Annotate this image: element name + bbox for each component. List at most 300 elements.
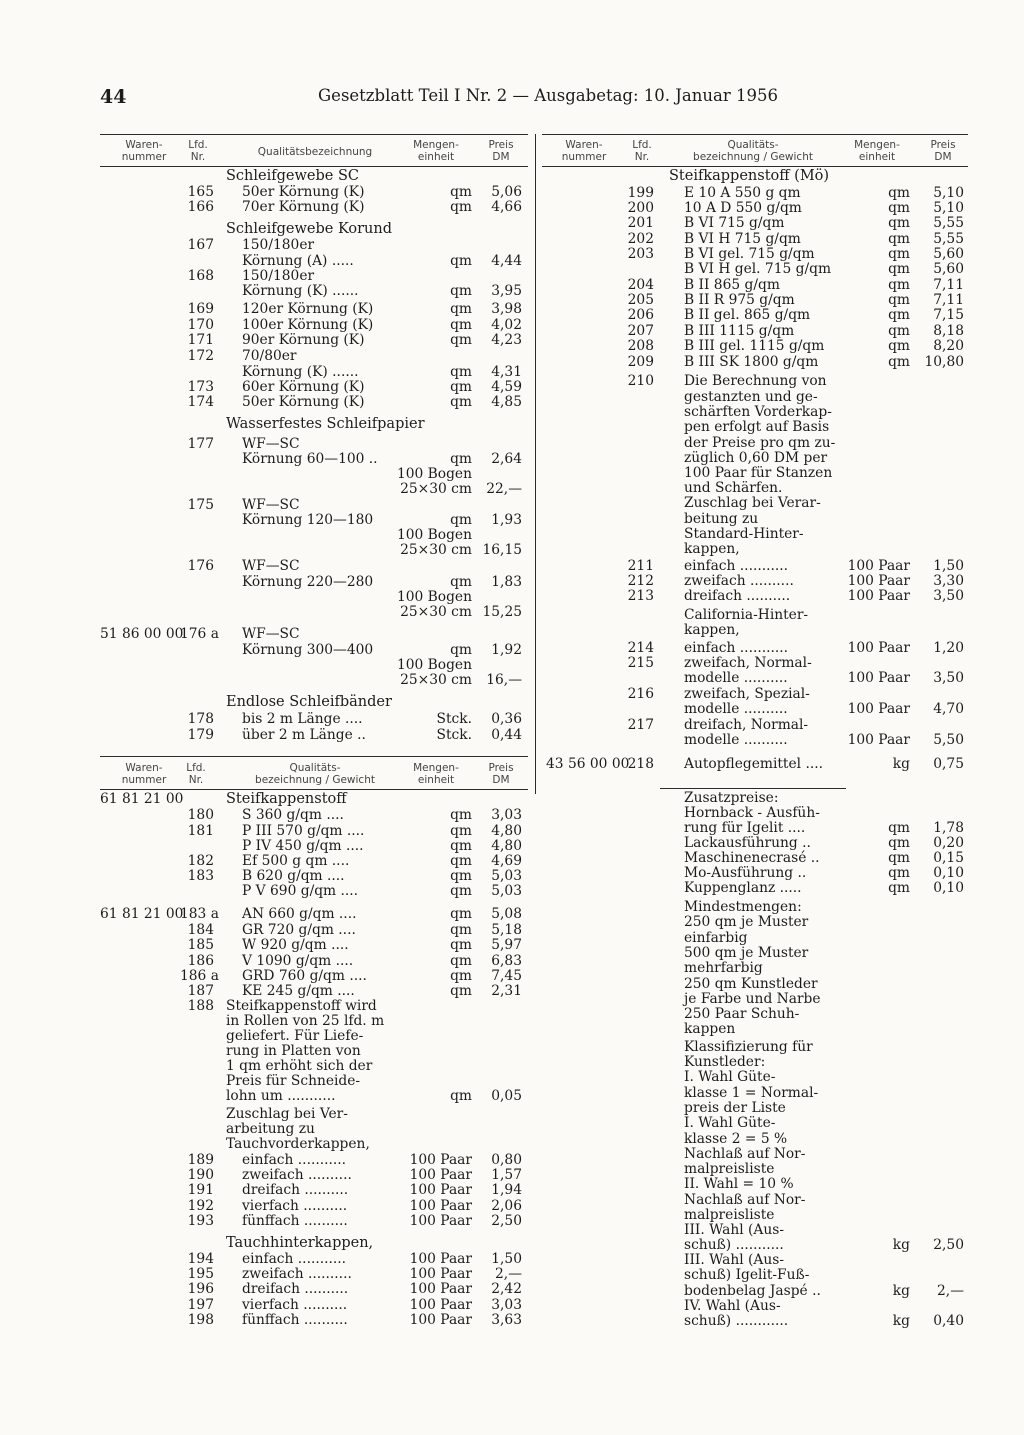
mengeneinheit: qm <box>888 323 910 339</box>
quality-text: 100er Körnung (K) <box>242 317 374 333</box>
quality-text: AN 660 g/qm .... <box>242 906 357 922</box>
preis: 7,15 <box>933 307 964 323</box>
hdr-qual-left: Qualitätsbezeichnung <box>257 146 373 158</box>
mengeneinheit: qm <box>888 835 910 851</box>
preis: 2,31 <box>491 983 522 999</box>
quality-text: Körnung 120—180 <box>242 512 374 528</box>
preis: 3,98 <box>491 301 522 317</box>
preis: 5,60 <box>933 261 964 277</box>
quality-text: 60er Körnung (K) <box>242 379 365 395</box>
quality-text: einfach ........... <box>242 1251 347 1267</box>
quality-text: I. Wahl Güte- <box>684 1115 776 1131</box>
mengeneinheit: 100 Paar <box>409 1312 472 1328</box>
page-title: Gesetzblatt Teil I Nr. 2 — Ausgabetag: 10. Januar 1956 <box>318 86 778 105</box>
preis: 2,50 <box>491 1213 522 1229</box>
lfd-nr: 170 <box>187 317 214 333</box>
quality-text: Maschinenecrasé .. <box>684 850 820 866</box>
quality-text: je Farbe und Narbe <box>684 991 821 1007</box>
preis: 4,02 <box>491 317 522 333</box>
quality-text: vierfach .......... <box>242 1297 348 1313</box>
column-divider <box>535 134 536 794</box>
quality-text: zweifach .......... <box>684 573 794 589</box>
mengeneinheit: qm <box>888 185 910 201</box>
quality-text: WF—SC <box>242 436 300 452</box>
preis: 5,18 <box>491 922 522 938</box>
quality-text: schärften Vorderkap- <box>684 404 832 420</box>
quality-text: 100 Paar für Stanzen <box>684 465 833 481</box>
mengeneinheit: 100 Paar <box>409 1182 472 1198</box>
lfd-nr: 169 <box>187 301 214 317</box>
mengeneinheit: qm <box>888 354 910 370</box>
lfd-nr: 173 <box>187 379 214 395</box>
quality-text: Zuschlag bei Verar- <box>684 495 821 511</box>
hdr-qual-right: Qualitäts- bezeichnung / Gewicht <box>693 139 813 163</box>
preis: 4,44 <box>491 253 522 269</box>
lfd-nr: 216 <box>627 686 654 702</box>
mengeneinheit: Stck. <box>436 711 472 727</box>
lfd-nr: 171 <box>187 332 214 348</box>
lfd-nr: 218 <box>627 756 654 772</box>
preis: 4,80 <box>491 838 522 854</box>
quality-text: 500 qm je Muster <box>684 945 809 961</box>
lfd-nr: 212 <box>627 573 654 589</box>
preis: 8,18 <box>933 323 964 339</box>
preis: 22,— <box>486 481 522 497</box>
mengeneinheit: qm <box>450 317 472 333</box>
quality-text: einfarbig <box>684 930 748 946</box>
preis: 5,55 <box>933 231 964 247</box>
hdr-preis-left2: Preis DM <box>488 762 514 786</box>
mengeneinheit: 100 Paar <box>847 701 910 717</box>
quality-text: Hornback - Ausfüh- <box>684 805 820 821</box>
quality-text: Körnung 300—400 <box>242 642 374 658</box>
quality-text: IV. Wahl (Aus- <box>684 1298 781 1314</box>
mengeneinheit: 100 Paar <box>847 732 910 748</box>
quality-text: S 360 g/qm .... <box>242 807 344 823</box>
quality-text: Ef 500 g qm .... <box>242 853 350 869</box>
preis: 5,03 <box>491 883 522 899</box>
mengeneinheit: qm <box>888 338 910 354</box>
preis: 0,10 <box>933 880 964 896</box>
mengeneinheit: 100 Paar <box>409 1198 472 1214</box>
quality-text: modelle .......... <box>684 670 788 686</box>
preis: 4,59 <box>491 379 522 395</box>
preis: 0,75 <box>933 756 964 772</box>
lfd-nr: 176 <box>187 558 214 574</box>
preis: 4,69 <box>491 853 522 869</box>
lfd-nr: 182 <box>187 853 214 869</box>
preis: 4,31 <box>491 364 522 380</box>
quality-text: preis der Liste <box>684 1100 786 1116</box>
mengeneinheit: 100 Paar <box>409 1251 472 1267</box>
mengeneinheit: 100 Paar <box>409 1167 472 1183</box>
quality-text: 70er Körnung (K) <box>242 199 365 215</box>
lfd-nr: 167 <box>187 237 214 253</box>
mengeneinheit: 25×30 cm <box>400 672 472 688</box>
mengeneinheit: qm <box>450 512 472 528</box>
quality-text: 250 Paar Schuh- <box>684 1006 800 1022</box>
quality-text: zweifach .......... <box>242 1266 352 1282</box>
preis: 5,06 <box>491 184 522 200</box>
lfd-nr: 185 <box>187 937 214 953</box>
lfd-nr: 203 <box>627 246 654 262</box>
quality-text: malpreisliste <box>684 1207 775 1223</box>
quality-text: Mindestmengen: <box>684 899 802 915</box>
quality-text: rung in Platten von <box>226 1043 361 1059</box>
lfd-nr: 172 <box>187 348 214 364</box>
hdr-qual-left2: Qualitäts- bezeichnung / Gewicht <box>255 762 375 786</box>
quality-text: dreifach, Normal- <box>684 717 809 733</box>
mengeneinheit: 100 Paar <box>847 558 910 574</box>
preis: 2,42 <box>491 1281 522 1297</box>
mengeneinheit: 100 Paar <box>847 588 910 604</box>
quality-text: GR 720 g/qm .... <box>242 922 356 938</box>
lfd-nr: 186 <box>187 953 214 969</box>
quality-text: 250 qm Kunstleder <box>684 976 818 992</box>
mengeneinheit: 100 Paar <box>409 1266 472 1282</box>
quality-text: P III 570 g/qm .... <box>242 823 365 839</box>
quality-text: bis 2 m Länge .... <box>242 711 363 727</box>
quality-text: Zusatzpreise: <box>684 790 779 806</box>
mengeneinheit: qm <box>450 574 472 590</box>
mengeneinheit: qm <box>888 292 910 308</box>
quality-text: der Preise pro qm zu- <box>684 435 836 451</box>
mengeneinheit: Stck. <box>436 727 472 743</box>
quality-text: Körnung 60—100 .. <box>242 451 378 467</box>
lfd-nr: 179 <box>187 727 214 743</box>
lfd-nr: 211 <box>627 558 654 574</box>
section-heading: Steifkappenstoff <box>226 791 347 807</box>
quality-text: B III gel. 1115 g/qm <box>684 338 825 354</box>
mengeneinheit: qm <box>888 200 910 216</box>
left-mid-rule <box>100 756 528 757</box>
preis: 3,03 <box>491 807 522 823</box>
mengeneinheit: 100 Paar <box>409 1152 472 1168</box>
lfd-nr: 181 <box>187 823 214 839</box>
quality-text: rung für Igelit .... <box>684 820 806 836</box>
hdr-lfd-left2: Lfd. Nr. <box>186 762 206 786</box>
quality-text: 150/180er <box>242 237 315 253</box>
section-heading: Wasserfestes Schleifpapier <box>226 416 425 432</box>
mengeneinheit: qm <box>450 838 472 854</box>
mengeneinheit: qm <box>450 642 472 658</box>
section-heading: Schleifgewebe SC <box>226 168 359 184</box>
quality-text: kappen <box>684 1021 736 1037</box>
hdr-menge-right: Mengen- einheit <box>854 139 900 163</box>
preis: 7,45 <box>491 968 522 984</box>
mengeneinheit: qm <box>450 364 472 380</box>
quality-text: einfach ........... <box>684 640 789 656</box>
page-number: 44 <box>100 86 127 108</box>
quality-text: klasse 2 = 5 % <box>684 1131 788 1147</box>
preis: 2,50 <box>933 1237 964 1253</box>
quality-text: gestanzten und ge- <box>684 389 818 405</box>
lfd-nr: 215 <box>627 655 654 671</box>
quality-text: und Schärfen. <box>684 480 783 496</box>
warennummer: 43 56 00 00 <box>546 756 630 772</box>
mengeneinheit: qm <box>450 451 472 467</box>
preis: 7,11 <box>933 277 964 293</box>
quality-text: Mo-Ausführung .. <box>684 865 807 881</box>
quality-text: 150/180er <box>242 268 315 284</box>
lfd-nr: 188 <box>187 998 214 1014</box>
section-heading: Steifkappenstoff (Mö) <box>669 168 830 184</box>
quality-text: Autopflegemittel .... <box>684 756 823 772</box>
mengeneinheit: kg <box>892 1313 910 1329</box>
quality-text: GRD 760 g/qm .... <box>242 968 367 984</box>
preis: 0,20 <box>933 835 964 851</box>
mengeneinheit: 100 Bogen <box>396 466 472 482</box>
preis: 5,55 <box>933 215 964 231</box>
mengeneinheit: qm <box>450 1088 472 1104</box>
left-header-rule <box>100 166 528 167</box>
hdr-preis-right: Preis DM <box>930 139 956 163</box>
quality-text: 50er Körnung (K) <box>242 184 365 200</box>
preis: 5,03 <box>491 868 522 884</box>
preis: 3,50 <box>933 670 964 686</box>
quality-text: W 920 g/qm .... <box>242 937 349 953</box>
lfd-nr: 177 <box>187 436 214 452</box>
lfd-nr: 165 <box>187 184 214 200</box>
preis: 2,64 <box>491 451 522 467</box>
preis: 5,50 <box>933 732 964 748</box>
quality-text: Nachlaß auf Nor- <box>684 1192 806 1208</box>
lfd-nr: 191 <box>187 1182 214 1198</box>
mengeneinheit: qm <box>450 301 472 317</box>
mengeneinheit: 100 Bogen <box>396 589 472 605</box>
quality-text: kappen, <box>684 622 740 638</box>
mengeneinheit: qm <box>888 277 910 293</box>
preis: 7,11 <box>933 292 964 308</box>
quality-text: WF—SC <box>242 558 300 574</box>
section-heading: Endlose Schleifbänder <box>226 694 392 710</box>
hdr-ware-right: Waren- nummer <box>561 139 607 163</box>
quality-text: pen erfolgt auf Basis <box>684 419 830 435</box>
mengeneinheit: qm <box>450 922 472 938</box>
preis: 10,80 <box>924 354 964 370</box>
quality-text: B VI H gel. 715 g/qm <box>684 261 832 277</box>
preis: 3,50 <box>933 588 964 604</box>
left-top-rule <box>100 134 528 135</box>
hdr-ware-left2: Waren- nummer <box>121 762 167 786</box>
quality-text: 50er Körnung (K) <box>242 394 365 410</box>
warennummer: 61 81 21 00 <box>100 791 184 807</box>
hdr-menge-left2: Mengen- einheit <box>413 762 459 786</box>
quality-text: WF—SC <box>242 626 300 642</box>
mengeneinheit: kg <box>892 1237 910 1253</box>
mengeneinheit: qm <box>450 184 472 200</box>
hdr-preis-left: Preis DM <box>488 139 514 163</box>
quality-text: B VI gel. 715 g/qm <box>684 246 815 262</box>
lfd-nr: 196 <box>187 1281 214 1297</box>
left-mid-header-rule <box>100 789 528 790</box>
quality-text: B 620 g/qm .... <box>242 868 345 884</box>
mengeneinheit: qm <box>450 394 472 410</box>
quality-text: dreifach .......... <box>242 1182 349 1198</box>
quality-text: B III 1115 g/qm <box>684 323 795 339</box>
preis: 5,97 <box>491 937 522 953</box>
lfd-nr: 175 <box>187 497 214 513</box>
quality-text: 90er Körnung (K) <box>242 332 365 348</box>
lfd-nr: 210 <box>627 373 654 389</box>
preis: 16,15 <box>482 542 522 558</box>
quality-text: III. Wahl (Aus- <box>684 1222 784 1238</box>
quality-text: Körnung (K) ...... <box>242 364 359 380</box>
preis: 0,44 <box>491 727 522 743</box>
quality-text: B II gel. 865 g/qm <box>684 307 811 323</box>
quality-text: dreifach .......... <box>242 1281 349 1297</box>
quality-text: beitung zu <box>684 511 759 527</box>
mengeneinheit: qm <box>450 983 472 999</box>
preis: 1,83 <box>491 574 522 590</box>
quality-text: schuß) Igelit-Fuß- <box>684 1267 810 1283</box>
lfd-nr: 176 a <box>180 626 219 642</box>
hdr-lfd-right: Lfd. Nr. <box>632 139 652 163</box>
quality-text: 250 qm je Muster <box>684 914 809 930</box>
preis: 1,20 <box>933 640 964 656</box>
hdr-menge-left: Mengen- einheit <box>413 139 459 163</box>
mengeneinheit: qm <box>450 868 472 884</box>
right-header-rule <box>542 166 968 167</box>
quality-text: 1 qm erhöht sich der <box>226 1058 373 1074</box>
mengeneinheit: 100 Bogen <box>396 527 472 543</box>
section-heading: Tauchhinterkappen, <box>226 1235 374 1251</box>
mengeneinheit: 100 Paar <box>847 670 910 686</box>
lfd-nr: 202 <box>627 231 654 247</box>
quality-text: vierfach .......... <box>242 1198 348 1214</box>
lfd-nr: 204 <box>627 277 654 293</box>
mengeneinheit: 100 Paar <box>409 1297 472 1313</box>
preis: 3,63 <box>491 1312 522 1328</box>
quality-text: Körnung (A) ..... <box>242 253 354 269</box>
quality-text: V 1090 g/qm .... <box>242 953 354 969</box>
quality-text: Nachlaß auf Nor- <box>684 1146 806 1162</box>
lfd-nr: 174 <box>187 394 214 410</box>
mengeneinheit: 100 Bogen <box>396 657 472 673</box>
mengeneinheit: 25×30 cm <box>400 481 472 497</box>
preis: 2,— <box>937 1283 964 1299</box>
quality-text: III. Wahl (Aus- <box>684 1252 784 1268</box>
mengeneinheit: qm <box>450 199 472 215</box>
preis: 4,80 <box>491 823 522 839</box>
quality-text: Zuschlag bei Ver- <box>226 1106 348 1122</box>
preis: 1,92 <box>491 642 522 658</box>
preis: 4,66 <box>491 199 522 215</box>
quality-text: Standard-Hinter- <box>684 526 804 542</box>
preis: 4,70 <box>933 701 964 717</box>
lfd-nr: 200 <box>627 200 654 216</box>
lfd-nr: 166 <box>187 199 214 215</box>
lfd-nr: 189 <box>187 1152 214 1168</box>
lfd-nr: 183 a <box>180 906 219 922</box>
mengeneinheit: kg <box>892 756 910 772</box>
mengeneinheit: qm <box>450 807 472 823</box>
mengeneinheit: qm <box>450 283 472 299</box>
quality-text: bodenbelag Jaspé .. <box>684 1283 821 1299</box>
preis: 5,10 <box>933 200 964 216</box>
lfd-nr: 184 <box>187 922 214 938</box>
mengeneinheit: 100 Paar <box>409 1213 472 1229</box>
preis: 2,06 <box>491 1198 522 1214</box>
mengeneinheit: qm <box>450 379 472 395</box>
quality-text: zweifach .......... <box>242 1167 352 1183</box>
preis: 4,85 <box>491 394 522 410</box>
quality-text: California-Hinter- <box>684 607 809 623</box>
preis: 5,60 <box>933 246 964 262</box>
quality-text: modelle .......... <box>684 701 788 717</box>
quality-text: P IV 450 g/qm .... <box>242 838 364 854</box>
preis: 1,50 <box>933 558 964 574</box>
right-extra-rule <box>660 788 846 789</box>
quality-text: B II R 975 g/qm <box>684 292 795 308</box>
mengeneinheit: qm <box>450 823 472 839</box>
quality-text: KE 245 g/qm .... <box>242 983 355 999</box>
hdr-lfd-left: Lfd. Nr. <box>188 139 208 163</box>
mengeneinheit: qm <box>888 246 910 262</box>
lfd-nr: 192 <box>187 1198 214 1214</box>
preis: 16,— <box>486 672 522 688</box>
lfd-nr: 197 <box>187 1297 214 1313</box>
lfd-nr: 217 <box>627 717 654 733</box>
preis: 0,15 <box>933 850 964 866</box>
lfd-nr: 194 <box>187 1251 214 1267</box>
quality-text: schuß) ............ <box>684 1313 789 1329</box>
lfd-nr: 208 <box>627 338 654 354</box>
quality-text: geliefert. Für Liefe- <box>226 1028 364 1044</box>
mengeneinheit: 25×30 cm <box>400 604 472 620</box>
mengeneinheit: qm <box>450 253 472 269</box>
quality-text: Kuppenglanz ..... <box>684 880 802 896</box>
mengeneinheit: qm <box>888 850 910 866</box>
quality-text: arbeitung zu <box>226 1121 315 1137</box>
quality-text: Körnung 220—280 <box>242 574 374 590</box>
preis: 1,50 <box>491 1251 522 1267</box>
quality-text: einfach ........... <box>684 558 789 574</box>
section-heading: Schleifgewebe Korund <box>226 221 393 237</box>
lfd-nr: 214 <box>627 640 654 656</box>
quality-text: I. Wahl Güte- <box>684 1069 776 1085</box>
quality-text: B VI H 715 g/qm <box>684 231 801 247</box>
preis: 15,25 <box>482 604 522 620</box>
quality-text: kappen, <box>684 541 740 557</box>
quality-text: Die Berechnung von <box>684 373 827 389</box>
preis: 1,57 <box>491 1167 522 1183</box>
quality-text: modelle .......... <box>684 732 788 748</box>
lfd-nr: 187 <box>187 983 214 999</box>
quality-text: in Rollen von 25 lfd. m <box>226 1013 385 1029</box>
preis: 1,93 <box>491 512 522 528</box>
lfd-nr: 199 <box>627 185 654 201</box>
mengeneinheit: qm <box>450 332 472 348</box>
quality-text: lohn um ........... <box>226 1088 336 1104</box>
quality-text: zweifach, Normal- <box>684 655 812 671</box>
right-top-rule <box>542 134 968 135</box>
warennummer: 61 81 21 00 <box>100 906 184 922</box>
preis: 2,— <box>495 1266 522 1282</box>
quality-text: fünffach .......... <box>242 1213 348 1229</box>
quality-text: mehrfarbig <box>684 960 763 976</box>
mengeneinheit: qm <box>888 307 910 323</box>
hdr-ware-left: Waren- nummer <box>121 139 167 163</box>
quality-text: Kunstleder: <box>684 1054 766 1070</box>
quality-text: E 10 A 550 g qm <box>684 185 801 201</box>
lfd-nr: 198 <box>187 1312 214 1328</box>
lfd-nr: 207 <box>627 323 654 339</box>
quality-text: über 2 m Länge .. <box>242 727 366 743</box>
lfd-nr: 213 <box>627 588 654 604</box>
preis: 3,03 <box>491 1297 522 1313</box>
preis: 1,78 <box>933 820 964 836</box>
